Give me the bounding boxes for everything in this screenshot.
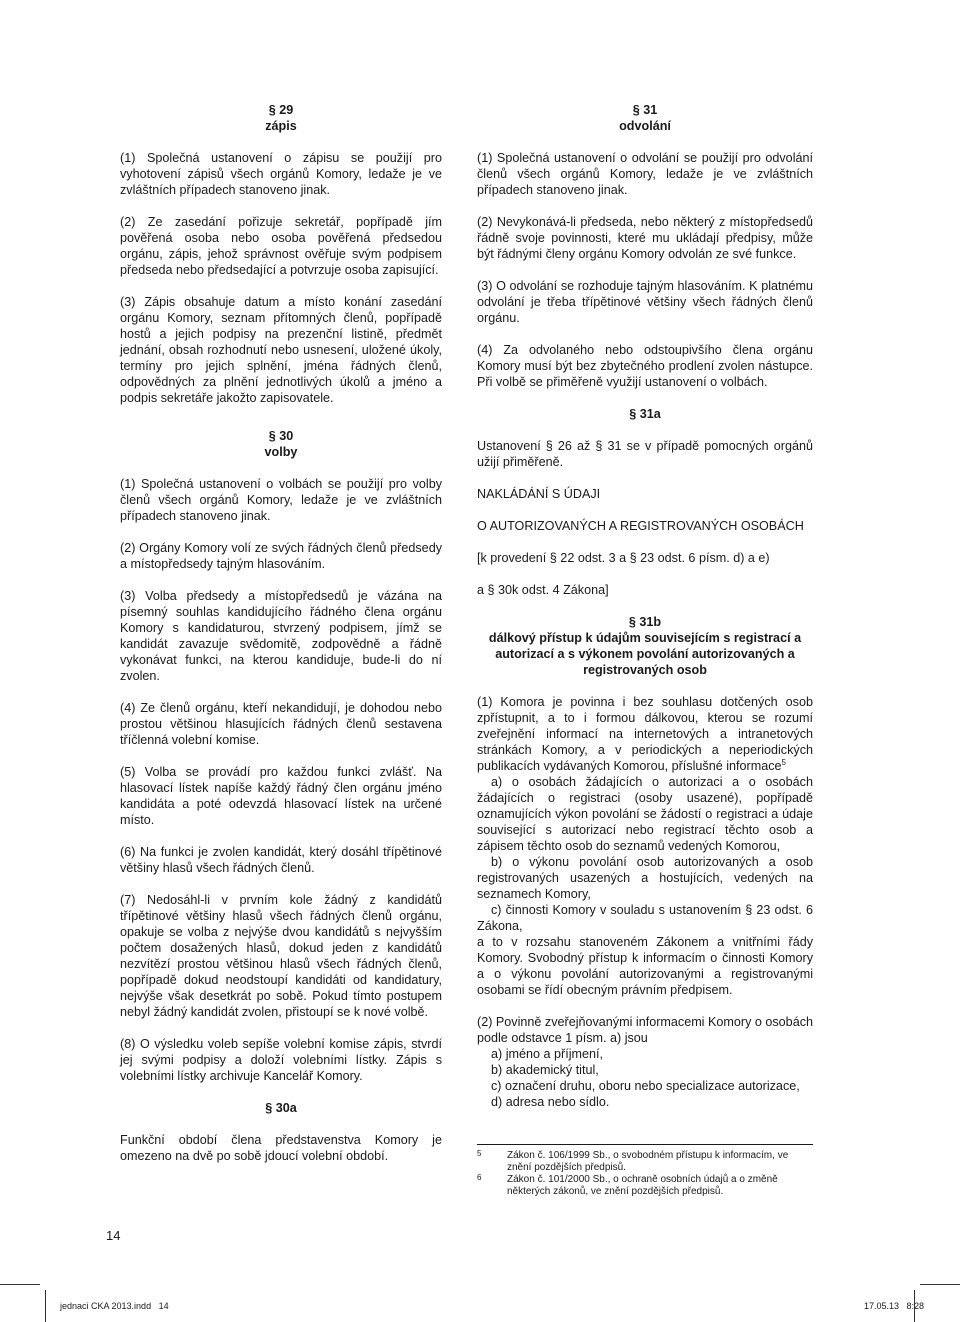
section-number: § 31b	[628, 615, 662, 629]
paragraph: (6) Na funkci je zvolen kandidát, který dosáhl třípětinové většiny hlasů všech řádných členů.	[120, 845, 442, 875]
part-heading	[477, 486, 813, 598]
paragraph: (2) Nevykonává-li předseda, nebo některý z místopředsedů řádně svoje povinnosti, které mu ukládají předpisy, může být řádnými členy orgánu Komory odvolán ze své funkce.	[477, 215, 813, 261]
footnote-text: Zákon č. 101/2000 Sb., o ochraně osobních údajů a o změně některých zákonů, ve znění pozdějších předpisů.	[507, 1174, 778, 1197]
list-item: c) činnosti Komory v souladu s ustanovením § 23 odst. 6 Zákona,	[477, 903, 813, 933]
section-number: § 31	[632, 103, 658, 117]
paragraph	[477, 694, 813, 774]
footnote	[477, 1174, 813, 1198]
crop-mark	[920, 1284, 960, 1285]
list-item: c) označení druhu, oboru nebo specializace autorizace,	[491, 1079, 800, 1093]
paragraph-text: (1) Komora je povinna i bez souhlasu dotčených osob zpřístupnit, a to i formou dálkovou, kterou se rozumí zveřejnění informací na internetových a intranetových stránkách Komory, a v periodických a neperiodických publikacích vydávaných Komorou, příslušné informace	[477, 695, 813, 773]
paragraph: (4) Za odvolaného nebo odstoupivšího člena orgánu Komory musí být bez zbytečného prodlení zvolen nástupce. Při volbě se přiměřeně využijí ustanovení o volbách.	[477, 343, 813, 389]
left-column	[120, 102, 442, 1180]
footnote-number: 5	[477, 1149, 482, 1158]
section-30a-heading	[120, 1100, 442, 1116]
page-number: 14	[106, 1228, 121, 1243]
section-number: § 31a	[629, 407, 661, 421]
list-item: a) o osobách žádajících o autorizaci a o osobách žádajících o registraci (osoby usazené), popřípadě oznamujících výkon povolání se žádostí o registraci a údaje související s autorizací nebo registrací těchto osob a zápisem těchto osob do seznamů vedených Komorou,	[477, 775, 813, 853]
section-29-heading	[120, 102, 442, 134]
paragraph: (7) Nedosáhl-li v prvním kole žádný z kandidátů třípětinové většiny hlasů všech řádných členů orgánu, opakuje se volba z nejvýše dvou kandidátů s nejvyšším počtem dosažených hlasů, dokud jeden z kandidátů nezvítězí prostou většinou hlasů všech řádných členů, popřípadě dokud neodstoupí kandidáti od kandidatury, nejvýše však desetkrát po sobě. Pokud tímto postupem nebyl žádný kandidát zvolen, přistoupí se k nové volbě.	[120, 893, 442, 1019]
section-31b-heading	[477, 614, 813, 678]
paragraph: (1) Společná ustanovení o volbách se použijí pro volby členů všech orgánů Komory, ledaže je ve zvláštních případech stanoveno jinak.	[120, 477, 442, 523]
part-heading-line: [k provedení § 22 odst. 3 a § 23 odst. 6 písm. d) a e)	[477, 551, 770, 565]
section-title: odvolání	[619, 119, 671, 133]
section-title: dálkový přístup k údajům souvisejícím s registrací a autorizací a s výkonem povolání autorizovaných a registrovaných osob	[488, 631, 802, 677]
footnote-reference: 5	[781, 757, 786, 767]
paragraph: (3) Volba předsedy a místopředsedů je vázána na písemný souhlas kandidujícího řádného člena orgánu Komory s kandidaturou, stvrzený podpisem, jímž se kandidát zavazuje svědomitě, zodpovědně a řádně vykonávat funkci, na kterou kandiduje, bude-li do ní zvolen.	[120, 589, 442, 683]
footnotes	[477, 1150, 813, 1198]
section-30-heading	[120, 428, 442, 460]
paragraph: Funkční období člena představenstva Komory je omezeno na dvě po sobě jdoucí volební období.	[120, 1133, 442, 1163]
paragraph: (2) Povinně zveřejňovanými informacemi Komory o osobách podle odstavce 1 písm. a) jsou	[477, 1015, 813, 1045]
item-list	[491, 1046, 813, 1110]
footnote	[477, 1150, 813, 1174]
paragraph: (2) Ze zasedání pořizuje sekretář, popřípadě jím pověřená osoba nebo osoba pověřená předsedou orgánu, zápis, jehož správnost ověřuje svým podpisem předseda nebo předsedající a potvrzuje osoba zapisující.	[120, 215, 442, 277]
list-item: d) adresa nebo sídlo.	[491, 1095, 610, 1109]
paragraph: (1) Společná ustanovení o odvolání se použijí pro odvolání členů všech orgánů Komory, ledaže je ve zvláštních případech stanoveno jinak.	[477, 151, 813, 197]
imprint-date: 17.05.13 8:28	[863, 1301, 924, 1311]
section-title: zápis	[265, 119, 297, 133]
paragraph: (4) Ze členů orgánu, kteří nekandidují, je dohodou nebo prostou většinou hlasujících řádných členů sestavena tříčlenná volební komise.	[120, 701, 442, 747]
paragraph: a to v rozsahu stanoveném Zákonem a vnitřními řády Komory. Svobodný přístup k informacím o činnosti Komory a o výkonu povolání autorizovanými a registrovanými osobami se řídí obecným právním předpisem.	[477, 935, 813, 997]
section-title: volby	[264, 445, 298, 459]
part-heading-line: a § 30k odst. 4 Zákona]	[477, 583, 609, 597]
list-item: b) akademický titul,	[491, 1063, 599, 1077]
list-item: b) o výkonu povolání osob autorizovaných a osob registrovaných usazených a hostujících, vedených na seznamech Komory,	[477, 855, 813, 901]
paragraph: (1) Společná ustanovení o zápisu se použijí pro vyhotovení zápisů všech orgánů Komory, ledaže je ve zvláštních případech stanoveno jinak.	[120, 151, 442, 197]
section-number: § 30a	[265, 1101, 297, 1115]
paragraph: (3) Zápis obsahuje datum a místo konání zasedání orgánu Komory, seznam přítomných členů, popřípadě hostů a jejich podpisy na prezenční listině, předmět jednání, obsah rozhodnutí nebo usnesení, uložené úkoly, termíny pro jejich splnění, jména řádných členů, odpovědných za plnění jednotlivých úkolů a jméno a podpis sekretáře jakožto zapisovatele.	[120, 295, 442, 405]
right-column	[477, 102, 813, 1110]
paragraph: (5) Volba se provádí pro každou funkci zvlášť. Na hlasovací lístek napíše každý řádný člen orgánu jméno kandidáta a poté odevzdá hlasovací lístek na určené místo.	[120, 765, 442, 827]
crop-mark	[0, 1284, 40, 1285]
footnote-divider	[477, 1144, 813, 1145]
footnote-text: Zákon č. 106/1999 Sb., o svobodném přístupu k informacím, ve znění pozdějších předpisů.	[507, 1150, 789, 1173]
section-31a-heading	[477, 406, 813, 422]
paragraph: (3) O odvolání se rozhoduje tajným hlasováním. K platnému odvolání je třeba třípětinové většiny všech řádných členů orgánu.	[477, 279, 813, 325]
list-item: a) jméno a příjmení,	[491, 1047, 603, 1061]
footnote-number: 6	[477, 1173, 482, 1182]
paragraph: Ustanovení § 26 až § 31 se v případě pomocných orgánů užijí přiměřeně.	[477, 439, 813, 469]
paragraph: (8) O výsledku voleb sepíše volební komise zápis, stvrdí jej svými podpisy a doloží volebními lístky. Zápis s volebními lístky archivuje Kancelář Komory.	[120, 1037, 442, 1083]
section-number: § 29	[268, 103, 294, 117]
section-number: § 30	[268, 429, 294, 443]
paragraph: (2) Orgány Komory volí ze svých řádných členů předsedy a místopředsedy tajným hlasováním.	[120, 541, 442, 571]
crop-mark	[45, 1290, 46, 1322]
part-heading-line: O AUTORIZOVANÝCH A REGISTROVANÝCH OSOBÁCH	[477, 519, 804, 533]
imprint-file: jednaci CKA 2013.indd 14	[60, 1301, 169, 1311]
section-31-heading	[477, 102, 813, 134]
part-heading-line: NAKLÁDÁNÍ S ÚDAJI	[477, 487, 601, 501]
